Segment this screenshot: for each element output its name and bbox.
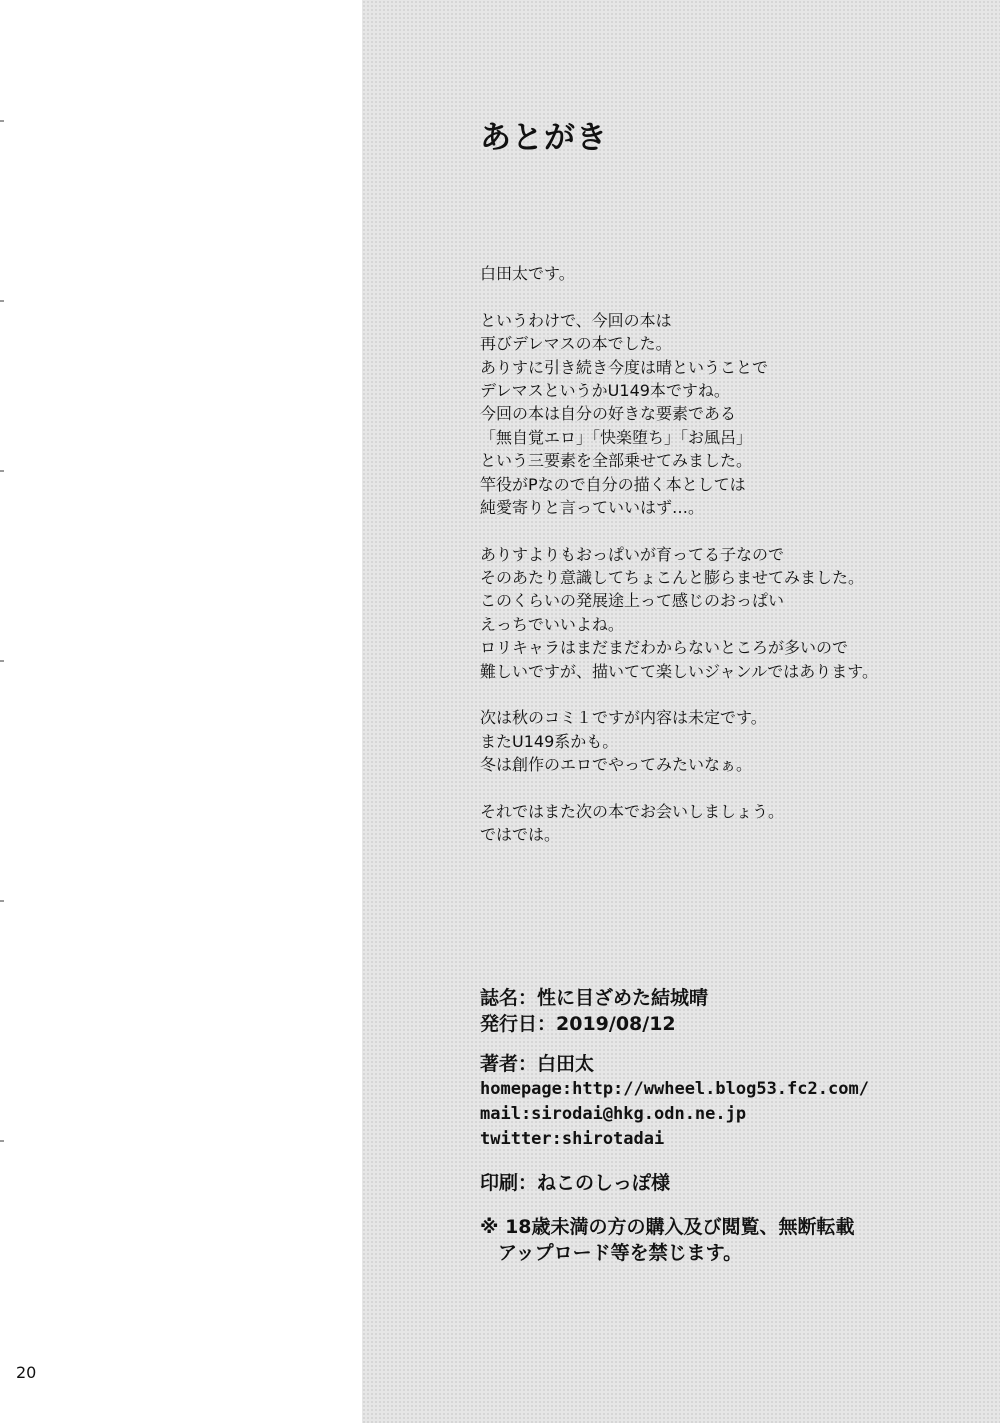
afterword-line: というわけで、今回の本は [480, 310, 672, 330]
afterword-line: それではまた次の本でお会いしましょう。 [480, 801, 785, 821]
afterword-line: ではでは。 [480, 825, 561, 845]
colophon-notice: ※ 18歳未満の方の購入及び閲覧、無断転載 [480, 1216, 855, 1238]
colophon-twitter: twitter:shirotadai [480, 1129, 665, 1149]
edge-mark [0, 1140, 4, 1142]
colophon [480, 985, 980, 1266]
colophon-mail: mail:sirodai@hkg.odn.ne.jp [480, 1104, 747, 1124]
paragraph-gap [480, 519, 980, 542]
afterword-line: またU149系かも。 [480, 731, 619, 751]
afterword-line: 竿役がPなので自分の描く本としては [480, 474, 746, 494]
afterword-line: ロリキャラはまだまだわからないところが多いので [480, 638, 849, 658]
afterword-line: 難しいですが、描いてて楽しいジャンルではあります。 [480, 661, 879, 681]
edge-mark [0, 900, 4, 902]
colophon-date: 発行日：2019/08/12 [480, 1013, 676, 1035]
edge-mark [0, 300, 4, 302]
afterword-line: という三要素を全部乗せてみました。 [480, 451, 753, 471]
colophon-gap [480, 1196, 980, 1214]
afterword-line: 「無自覚エロ」「快楽堕ち」「お風呂」 [480, 427, 753, 447]
afterword-line: ありすに引き続き今度は晴ということで [480, 357, 769, 377]
afterword-line: このくらいの発展途上って感じのおっぱい [480, 591, 785, 611]
colophon-homepage: homepage:http://wwheel.blog53.fc2.com/ [480, 1079, 869, 1099]
colophon-gap [480, 1037, 980, 1051]
colophon-title: 誌名：性に目ざめた結城晴 [480, 987, 709, 1009]
afterword-line: 冬は創作のエロでやってみたいなぁ。 [480, 755, 753, 775]
page-number: 20 [16, 1363, 37, 1382]
colophon-printer: 印刷：ねこのしっぽ様 [480, 1172, 671, 1194]
edge-mark [0, 120, 4, 122]
edge-mark [0, 470, 4, 472]
paragraph-gap [480, 683, 980, 706]
left-blank-page [0, 0, 362, 1423]
paragraph-gap [480, 777, 980, 800]
afterword-line: 次は秋のコミ１ですが内容は未定です。 [480, 708, 767, 728]
afterword-line: 純愛寄りと言っていいはず…。 [480, 497, 705, 517]
paragraph-gap [480, 285, 980, 308]
colophon-author: 著者：白田太 [480, 1053, 595, 1075]
afterword-line: 今回の本は自分の好きな要素である [480, 404, 737, 424]
afterword-line: デレマスというかU149本ですね。 [480, 380, 730, 400]
afterword-line: 再びデレマスの本でした。 [480, 334, 672, 354]
colophon-notice-continued: アップロード等を禁じます。 [498, 1242, 743, 1264]
colophon-gap [480, 1152, 980, 1170]
afterword-line: ありすよりもおっぱいが育ってる子なので [480, 544, 785, 564]
afterword-panel [362, 0, 1000, 1423]
afterword-line: そのあたり意識してちょこんと膨らませてみました。 [480, 568, 865, 588]
afterword-title: あとがき [480, 120, 608, 156]
afterword-line: えっちでいいよね。 [480, 614, 624, 634]
edge-mark [0, 660, 4, 662]
afterword-body [480, 262, 980, 847]
afterword-line: 白田太です。 [480, 264, 575, 283]
